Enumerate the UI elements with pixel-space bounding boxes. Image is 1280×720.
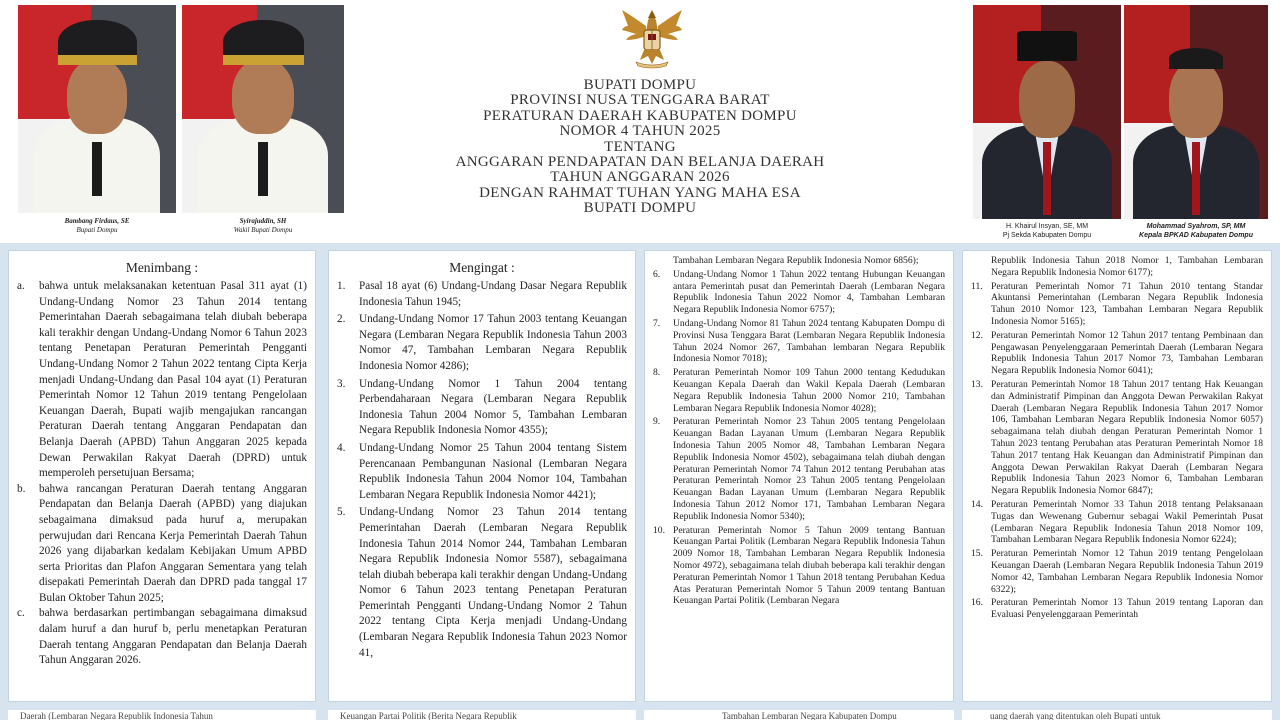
list-item: 4. Undang-Undang Nomor 25 Tahun 2004 tentang Sistem Perencanaan Pembangunan Nasional (Lembaran Negara Republik Indonesia Tahun 2004 Nomor 104, Tambahan Lembaran Negara Republik Indonesia Nomor 4421);	[337, 441, 627, 501]
title-line: PERATURAN DAERAH KABUPATEN DOMPU	[483, 107, 797, 124]
list-item: 16. Peraturan Pemerintah Nomor 13 Tahun 2019 tentang Laporan dan Evaluasi Penyelenggaraan Pemerintah	[971, 597, 1263, 621]
title-line: PROVINSI NUSA TENGGARA BARAT	[510, 92, 770, 109]
title-line: NOMOR 4 TAHUN 2025	[559, 123, 721, 140]
list-item: 1. Pasal 18 ayat (6) Undang-Undang Dasar Negara Republik Indonesia Tahun 1945;	[337, 280, 627, 308]
column-mengingat-continued-2	[962, 250, 1272, 702]
list-item-continuation: Tambahan Lembaran Negara Republik Indonesia Nomor 6856);	[673, 255, 919, 266]
caption-bupati	[18, 217, 176, 235]
title-line: TENTANG	[604, 138, 676, 155]
next-block-fragment: Daerah (Lembaran Negara Republik Indonesia Tahun	[8, 710, 316, 720]
title-line: DENGAN RAHMAT TUHAN YANG MAHA ESA	[479, 184, 801, 201]
list-item: 7. Undang-Undang Nomor 81 Tahun 2024 tentang Kabupaten Dompu di Provinsi Nusa Tenggara Barat (Lembaran Negara Republik Indonesia Tahun 2024 Nomor 267, Tambahan lembaran Negara Republik Indonesia Nomor 7018);	[653, 317, 945, 365]
official-role: Wakil Bupati Dompu	[233, 226, 293, 234]
list-item: 5. Undang-Undang Nomor 23 Tahun 2014 tentang Pemerintahan Daerah (Lembaran Negara Republik Indonesia Tahun 2014 Nomor 244, Tambahan Lembaran Negara Republik Indonesia Nomor 5587), sebagaimana telah diubah beberapa kali terakhir dengan Undang-Undang Nomor 6 Tahun 2023 tentang Penetapan Peraturan Pemerintah Pengganti Undang-Undang Nomor 2 Tahun 2022 tentang Cipta Kerja menjadi Undang-Undang (Lembaran Negara Republik Indonesia Tahun 2023 Nomor 41,	[337, 506, 627, 659]
official-photo-wakil-bupati	[182, 5, 344, 213]
official-role: Kepala BPKAD Kabupaten Dompu	[1139, 232, 1253, 239]
official-name: H. Khairul Insyan, SE, MM	[1005, 223, 1089, 230]
caption-wakil-bupati	[182, 217, 344, 235]
section-heading: Menimbang :	[125, 260, 199, 275]
list-item: 14. Peraturan Pemerintah Nomor 33 Tahun 2018 tentang Pelaksanaan Tugas dan Wewenang Gubernur sebagai Wakil Pemerintah Pusat (Lembaran Negara Republik Indonesia Tahun 2018 Nomor 109, Tambahan Lembaran Negara Republik Indonesia Nomor 6224);	[971, 498, 1263, 546]
caption-sekda	[973, 222, 1121, 240]
official-role: Pj Sekda Kabupaten Dompu	[1002, 232, 1092, 239]
title-line: TAHUN ANGGARAN 2026	[550, 169, 730, 186]
list-item: 13. Peraturan Pemerintah Nomor 18 Tahun 2017 tentang Hak Keuangan dan Administratif Pimpinan dan Anggota Dewan Perwakilan Rakyat Daerah (Lembaran Negara Republik Indonesia Tahun 2017 Nomor 106, Tambahan Lembaran Negara Republik Indonesia Nomor 6057) sebagaimana telah diubah dengan Peraturan Pemerintah Nomor 1 Tahun 2023 tentang Perubahan atas Peraturan Pemerintah Nomor 18 Tahun 2017 tentang Hak Keuangan dan Administratif Pimpinan dan Anggota Dewan Perwakilan Rakyat Daerah (Lembaran Negara Republik Indonesia Tahun 2023 Nomor 6, Tambahan Lembaran Negara Republik Indonesia Nomor 6847);	[971, 378, 1263, 497]
official-role: Bupati Dompu	[76, 226, 118, 234]
list-item: 11. Peraturan Pemerintah Nomor 71 Tahun 2010 tentang Standar Akuntansi Pemerintahan (Lembaran Negara Republik Indonesia Tahun 2010 Nomor 123, Tambahan Lembaran Negara Republik Indonesia Nomor 5165);	[971, 280, 1263, 327]
list-item: 10. Peraturan Pemerintah Nomor 5 Tahun 2009 tentang Bantuan Keuangan Partai Politik (Lembaran Negara Republik Indonesia Tahun 2009 Nomor 18, Tambahan Lembaran Negara Republik Indonesia Nomor 4972), sebagaimana telah diubah beberapa kali terakhir dengan Peraturan Pemerintah Nomor 1 Tahun 2018 tentang Perubahan Kedua Atas Peraturan Pemerintah Nomor 5 Tahun 2009 tentang Bantuan Keuangan Partai Politik (Lembaran Negara	[653, 524, 945, 607]
list-item: 2. Undang-Undang Nomor 17 Tahun 2003 tentang Keuangan Negara (Lembaran Negara Republik Indonesia Tahun 2003 Nomor 47, Tambahan Lembaran Negara Republik Indonesia Nomor 4286);	[337, 313, 627, 372]
column-menimbang	[8, 250, 316, 702]
caption-kepala-bpkad	[1124, 222, 1268, 240]
column-mengingat	[328, 250, 636, 702]
list-item: 12. Peraturan Pemerintah Nomor 12 Tahun 2017 tentang Pembinaan dan Pengawasan Penyelenggaraan Pemerintah Daerah (Lembaran Negara Republik Indonesia Tahun 2017 Nomor 73, Tambahan Lembaran Negara Republik Indonesia Nomor 6041);	[971, 329, 1263, 377]
list-item: b. bahwa rancangan Peraturan Daerah tentang Anggaran Pendapatan dan Belanja Daerah (APBD) yang diajukan sebagaimana dimaksud pada huruf a, merupakan perwujudan dari Rencana Kerja Pemerintah Daerah Tahun 2026 yang dijabarkan kedalam Kebijakan Umum APBD serta Prioritas dan Plafon Anggaran Sementara yang telah disepakati Pemerintah Daerah dan DPRD pada tanggal 17 Bulan Oktober Tahun 2025;	[17, 482, 307, 604]
section-heading: Mengingat :	[449, 260, 515, 275]
official-name: Mohammad Syahrom, SP, MM	[1146, 223, 1246, 230]
list-item: 9. Peraturan Pemerintah Nomor 23 Tahun 2005 tentang Pengelolaan Keuangan Badan Layanan Umum (Lembaran Negara Republik Indonesia Tahun 2005 Nomor 48, Tambahan Lembaran Negara Republik Indonesia Nomor 4502), sebagaimana telah diubah dengan Peraturan Pemerintah Nomor 74 Tahun 2012 tentang Perubahan atas Peraturan Pemerintah Nomor 23 Tahun 2005 tentang Pengelolaan Keuangan Badan Layanan Umum (Lembaran Negara Republik Indonesia Tahun 2012 Nomor 171, Tambahan Lembaran Negara Republik Indonesia Nomor 5340);	[653, 416, 945, 522]
next-block-fragment: Keuangan Partai Politik (Berita Negara Republik	[328, 710, 636, 720]
column-mengingat-continued	[644, 250, 954, 702]
list-item-continuation: Republik Indonesia Tahun 2018 Nomor 1, Tambahan Lembaran Negara Republik Indonesia Nomor 6177);	[991, 255, 1263, 278]
title-line: BUPATI DOMPU	[583, 200, 697, 217]
official-photo-sekda	[973, 5, 1121, 219]
list-item: 15. Peraturan Pemerintah Nomor 12 Tahun 2019 tentang Pengelolaan Keuangan Daerah (Lembaran Negara Republik Indonesia Tahun 2019 Nomor 42, Tambahan Lembaran Negara Republik Indonesia Nomor 6322);	[971, 548, 1263, 595]
list-item: a. bahwa untuk melaksanakan ketentuan Pasal 311 ayat (1) Undang-Undang Nomor 23 Tahun 2014 tentang Pemerintahan Daerah sebagaimana telah diubah beberapa kali terakhir dengan Undang-Undang Nomor 6 Tahun 2023 tentang Penetapan Peraturan Pemerintah Pengganti Undang-Undang Nomor 2 Tahun 2022 tentang Cipta Kerja menjadi Undang-Undang dan Pasal 104 ayat (1) Peraturan Pemerintah Nomor 12 Tahun 2019 tentang Pengelolaan Keuangan Daerah, Bupati wajib mengajukan rancangan Peraturan Daerah tentang Anggaran Pendapatan dan Belanja Daerah (APBD) Tahun Anggaran 2025 kepada Dewan Perwakilan Rakyat Daerah (DPRD) untuk memperoleh persetujuan Bersama;	[17, 280, 307, 480]
list-item: c. bahwa berdasarkan pertimbangan sebagaimana dimaksud dalam huruf a dan huruf b, perlu menetapkan Peraturan Daerah tentang Anggaran Pendapatan dan Belanja Daerah Tahun Anggaran 2026.	[17, 607, 307, 667]
title-line: ANGGARAN PENDAPATAN DAN BELANJA DAERAH	[455, 154, 825, 171]
header	[0, 0, 1280, 240]
next-block-fragment: uang daerah yang ditentukan oleh Bupati untuk	[962, 710, 1272, 720]
list-item: 8. Peraturan Pemerintah Nomor 109 Tahun 2000 tentang Kedudukan Keuangan Kepala Daerah dan Wakil Kepala Daerah (Lembaran Negara Republik Indonesia Tahun 2000 Nomor 210, Tambahan Lembaran Negara Republik Indonesia Nomor 4028);	[653, 367, 945, 414]
list-item: 6. Undang-Undang Nomor 1 Tahun 2022 tentang Hubungan Keuangan antara Pemerintah pusat dan Pemerintah Daerah (Lembaran Negara Republik Indonesia Tahun 2022 Nomor 4, Tambahan Lembaran Negara Republik Indonesia Nomor 6757);	[653, 268, 945, 316]
title-line: BUPATI DOMPU	[583, 77, 697, 93]
list-item: 3. Undang-Undang Nomor 1 Tahun 2004 tentang Perbendaharaan Negara (Lembaran Negara Republik Indonesia Tahun 2004 Nomor 5, Tambahan Lembaran Negara Republik Indonesia Nomor 4355);	[337, 377, 627, 437]
document-title	[400, 78, 880, 217]
official-name: Bambang Firdaus, SE	[64, 217, 130, 225]
official-photo-kepala-bpkad	[1124, 5, 1268, 219]
next-block-fragment: Tambahan Lembaran Negara Kabupaten Dompu	[644, 710, 954, 720]
official-photo-bupati	[18, 5, 176, 213]
garuda-emblem-icon	[618, 6, 686, 70]
official-name: Syirajuddin, SH	[239, 217, 287, 225]
